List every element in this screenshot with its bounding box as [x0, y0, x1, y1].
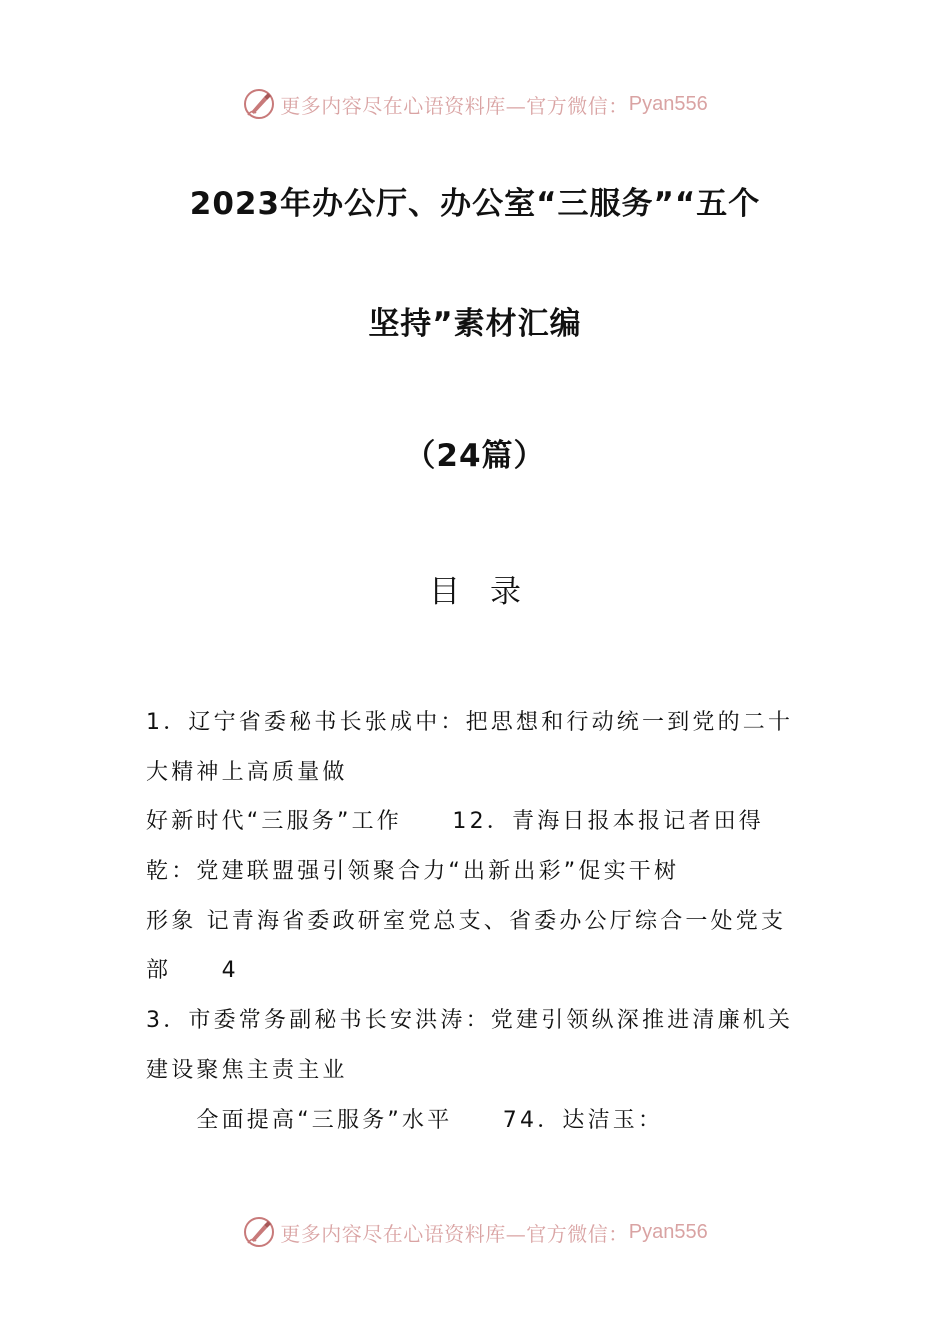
watermark-wechat-id: Pyan556	[628, 1220, 708, 1243]
document-subtitle: （24篇）	[404, 438, 546, 474]
document-title-line-1: 2023年办公厅、办公室“三服务”“五个	[189, 186, 761, 222]
footer-watermark	[0, 1210, 950, 1254]
toc-line: 3．市委常务副秘书长安洪涛：党建引领纵深推进清廉机关	[146, 1008, 794, 1033]
pen-logo-icon	[242, 1215, 276, 1249]
toc-line: 大精神上高质量做	[146, 760, 348, 785]
toc-line: 乾：党建联盟强引领聚合力“出新出彩”促实干树	[146, 859, 680, 884]
toc-line: 全面提高“三服务”水平 74．达洁玉：	[146, 1108, 664, 1133]
document-title-line-2: 坚持”素材汇编	[368, 306, 582, 342]
watermark-wechat-id: Pyan556	[628, 92, 708, 115]
toc-line: 1．辽宁省委秘书长张成中：把思想和行动统一到党的二十	[146, 710, 794, 735]
toc-line: 建设聚焦主责主业	[146, 1058, 348, 1083]
toc-line: 部 4	[146, 958, 239, 983]
toc-line: 形象 记青海省委政研室党总支、省委办公厅综合一处党支	[146, 909, 787, 934]
watermark-text: 更多内容尽在心语资料库—官方微信：	[280, 1221, 629, 1246]
toc-heading: 目录	[429, 574, 551, 610]
watermark-text: 更多内容尽在心语资料库—官方微信：	[280, 93, 629, 118]
pen-logo-icon	[242, 87, 276, 121]
toc-line: 好新时代“三服务”工作 12．青海日报本报记者田得	[146, 809, 764, 834]
header-watermark	[0, 82, 950, 126]
